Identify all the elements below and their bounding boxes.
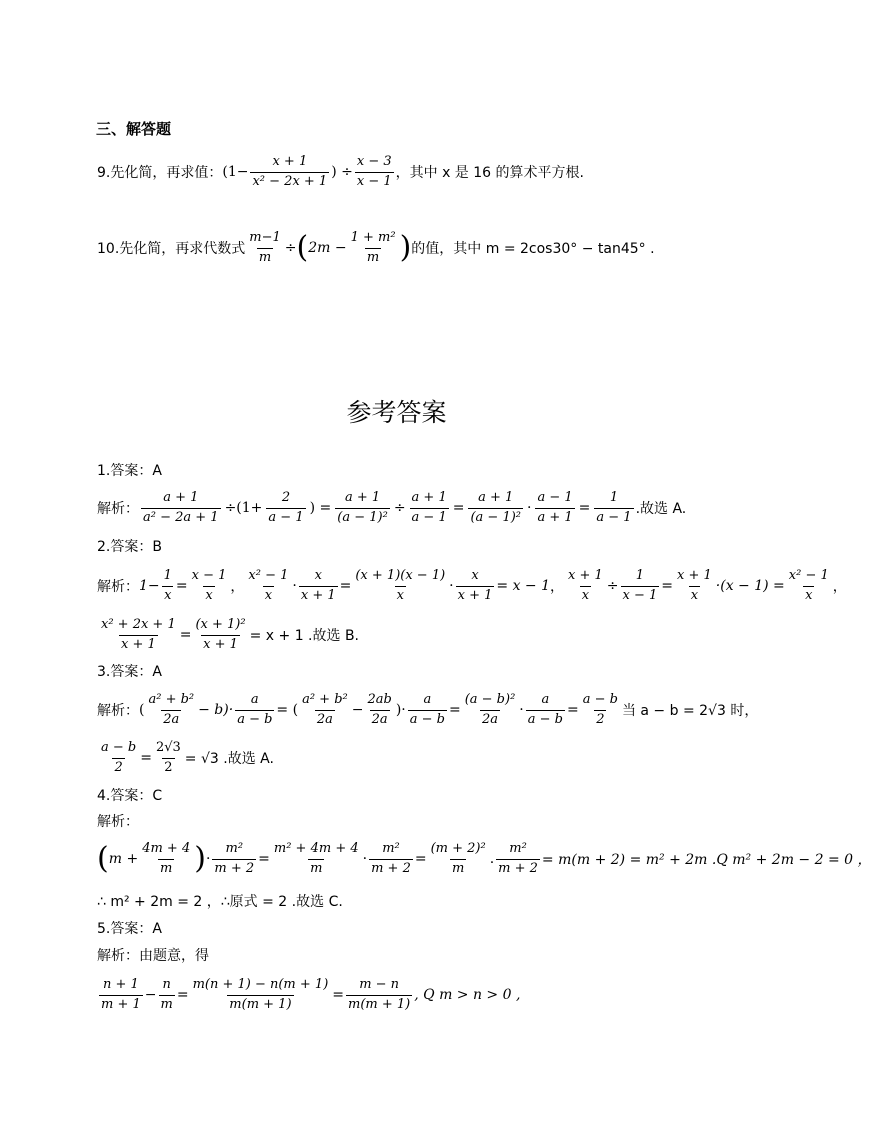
- section-title: 三、解答题: [96, 120, 172, 138]
- answer-2-line-2: $\frac{\text{x² + 2x + 1}}{x + 1}$ = $\frac{\text{(x + 1)²}}{x + 1}$ = x + 1 .故选 B.: [101, 616, 360, 652]
- answer-3-end: = √3 .故选 A.: [184, 751, 274, 767]
- answer-1-expression: [139, 491, 636, 526]
- q10-label: 10.先化简，再求代数式: [97, 241, 246, 257]
- question-9: [97, 155, 584, 189]
- answer-2-end: = x + 1 .故选 B.: [249, 628, 360, 644]
- answers-title: 参考答案: [346, 398, 447, 427]
- q10-tail: 的值，其中 m = 2cos30° − tan45° .: [411, 241, 655, 257]
- answer-4-line-1: ( m + $\frac{4m + 4}{m}$ ) · $\frac{\text{m²}}{m + 2}$ = $\frac{\text{m² + 4m + 4}}{m}$ · $\frac{\text{m²}}{m + 2}$ = $\frac{\text{(m + 2)²}}{m}$ . $\frac{\text{m²}}{m + 2}$ = m(m + 2) = m² + 2m .Q m² + 2m − 2 = 0 ，: [97, 840, 872, 876]
- left-paren: (: [296, 230, 309, 265]
- answer-2-line-1: 解析： 1− $\frac{1}{x}$ = $\frac{x - 1}{x}$ ， $\frac{\text{x² − 1}}{x}$ · $\frac{x}{x + 1}$ = $\frac{(x + 1)(x - 1)}{x}$ · $\frac{x}{x + 1}$ = x − 1 ， $\frac{x + 1}{x}$ ÷ $\frac{1}{x - 1}$ = $\frac{x + 1}{x}$ ·(x − 1) = $\frac{\text{x² − 1}}{x}$ ，: [97, 567, 847, 603]
- answer-3-condition: 当 a − b = 2√3 时，: [621, 703, 759, 719]
- a1-fraction: $\frac{a - 1}{a + 1}$: [537, 489, 573, 525]
- solution-label: 解析：: [97, 501, 139, 517]
- a1-operator: =: [452, 500, 465, 516]
- q9-fraction-2: $\frac{x - 3}{x - 1}$: [356, 153, 392, 189]
- answer-4-line-2: ∴ m² + 2m = 2 ，∴原式 = 2 .故选 C.: [97, 894, 343, 910]
- a1-operator: ) =: [309, 500, 332, 516]
- answer-4-label: 解析：: [97, 814, 139, 830]
- answer-5-label: 解析：由题意，得: [97, 948, 209, 964]
- solution-label: 解析：: [97, 703, 139, 719]
- q9-tail: ，其中 x 是 16 的算术平方根.: [395, 165, 584, 181]
- answer-1-solution: [97, 488, 686, 528]
- a1-fraction: $\frac{1}{a - 1}$: [596, 489, 632, 525]
- answer-3-line-1: 解析： ( $\frac{\text{a² + b²}}{2a}$ − b)· $\frac{a}{a - b}$ = ( $\frac{\text{a² + b²}}{2a}$ − $\frac{2ab}{2a}$ )· $\frac{a}{a - b}$ = $\frac{\text{(a − b)²}}{2a}$ · $\frac{a}{a - b}$ = $\frac{a - b}{2}$ 当 a − b = 2√3 时，: [97, 691, 759, 727]
- a1-operator: =: [578, 500, 591, 516]
- q10-inner-left: 2m −: [308, 240, 347, 256]
- q10-fraction-1: $\frac{m-1}{m}$: [249, 229, 281, 265]
- q9-fraction-1: $\frac{x + 1}{\text{x² − 2x + 1}}$: [252, 153, 328, 189]
- q9-expr-left: (1−: [222, 164, 249, 180]
- a1-operator: ÷: [393, 500, 406, 516]
- q9-divide: ) ÷: [331, 164, 353, 180]
- q10-fraction-2: $\frac{\text{1 + m²}}{m}$: [350, 229, 396, 265]
- a1-fraction: $\frac{a + 1}{a - 1}$: [411, 489, 447, 525]
- answer-4-line-1-end: = m(m + 2) = m² + 2m .Q m² + 2m − 2 = 0 ，: [541, 852, 872, 868]
- q9-label: 9.先化简，再求值：: [97, 165, 223, 181]
- solution-label: 解析：: [97, 579, 139, 595]
- a1-fraction: $\frac{2}{a - 1}$: [268, 489, 304, 525]
- a1-fraction: $\frac{a + 1}{\text{a² − 2a + 1}}$: [143, 489, 219, 525]
- a1-fraction: $\frac{a + 1}{\text{(a − 1)²}}$: [470, 489, 522, 525]
- question-10: [97, 228, 655, 268]
- answer-5-line: $\frac{n + 1}{m + 1}$ − $\frac{n}{m}$ = $\frac{m(n + 1) - n(m + 1)}{m(m + 1)}$ = $\frac{m - n}{m(m + 1)}$ , Q m > n > 0 ,: [101, 976, 521, 1012]
- answer-4-head: 4.答案：C: [97, 788, 163, 804]
- right-paren: ): [399, 230, 412, 265]
- a1-operator: ·: [527, 500, 532, 516]
- a1-fraction: $\frac{a + 1}{\text{(a − 1)²}}$: [337, 489, 388, 525]
- answer-3-line-2: $\frac{a - b}{2}$ = $\frac{2√3}{2}$ = √3 .故选 A.: [101, 739, 274, 775]
- answer-1-head: 1.答案：A: [97, 463, 162, 479]
- answer-5-end: , Q m > n > 0 ,: [414, 987, 521, 1003]
- q10-divide: ÷: [284, 240, 297, 256]
- answer-5-head: 5.答案：A: [97, 921, 162, 937]
- answer-2-head: 2.答案：B: [97, 539, 162, 555]
- answer-1-end: .故选 A.: [635, 501, 687, 517]
- answer-3-head: 3.答案：A: [97, 664, 162, 680]
- a1-operator: ÷(1+: [224, 500, 263, 516]
